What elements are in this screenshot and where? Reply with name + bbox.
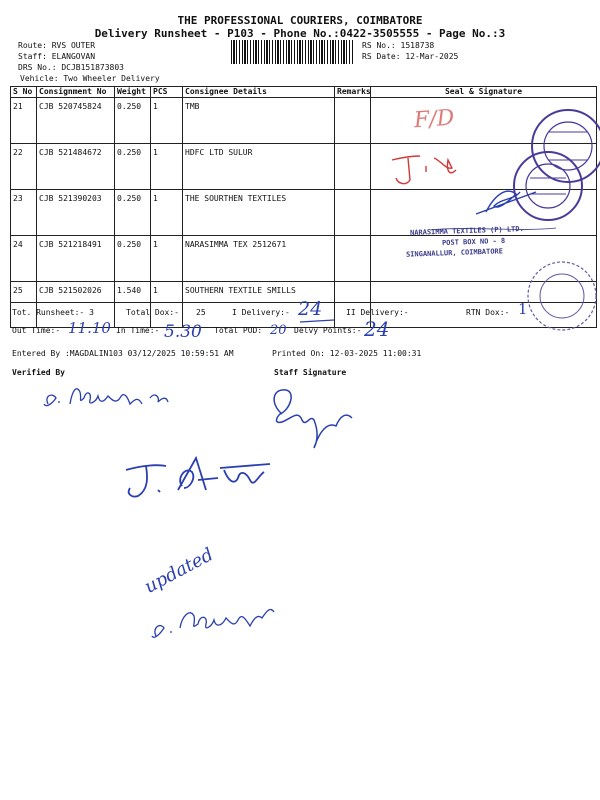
col-pcs: PCS [151,87,183,98]
cell-consignee: NARASIMMA TEX 2512671 [183,236,335,282]
col-sno: S No [11,87,37,98]
cell-pcs: 1 [151,236,183,282]
cell-pcs: 1 [151,190,183,236]
stamp-line-1: NARASIMMA TEXTILES (P) LTD. [409,225,524,237]
cell-consignee: HDFC LTD SULUR [183,144,335,190]
stamp-line-2: POST BOX NO - 8 [441,236,506,248]
total-dox-value: 25 [196,308,206,317]
rs-no: RS No.: 1518738 [362,41,435,50]
i-delivery-label: I Delivery:- [232,308,290,317]
rtn-dox-label: RTN Dox:- [466,308,510,317]
ii-delivery-label: II Delivery:- [346,308,409,317]
updated-handwritten: updated [141,544,217,598]
textile-seal-icon [514,152,582,220]
cell-consignment: CJB 521390203 [37,190,115,236]
tot-runsheet: Tot. Runsheet:- 3 [12,308,94,317]
cell-sno: 21 [11,98,37,144]
col-weight: Weight [115,87,151,98]
route: Route: RVS OUTER [18,41,96,50]
total-pod-label: Total POD: [214,326,263,335]
col-consignee: Consignee Details [183,87,335,98]
cell-weight: 0.250 [115,98,151,144]
i-delivery-underline [300,320,334,322]
cell-sno: 23 [11,190,37,236]
verified-by-signature [44,389,168,406]
return-seal-icon [528,262,596,330]
printed-on: Printed On: 12-03-2025 11:00:31 [272,349,422,358]
i-delivery-handwritten: 24 [298,298,323,320]
stamp-line-3: SINGANALLUR, COIMBATORE [405,247,504,259]
cell-consignment: CJB 521218491 [37,236,115,282]
hdfc-seal-icon [532,110,600,182]
entered-by: Entered By :MAGDALIN103 03/12/2025 10:59:51 AM [12,349,234,358]
cell-weight: 0.250 [115,236,151,282]
col-seal: Seal & Signature [371,87,597,98]
cell-sno: 22 [11,144,37,190]
in-time-label: In Time:- [116,326,160,335]
rs-date: RS Date: 12-Mar-2025 [362,52,459,61]
cell-pcs: 1 [151,282,183,328]
cell-consignment: CJB 521484672 [37,144,115,190]
cell-sno: 25 [11,282,37,328]
cell-pcs: 1 [151,98,183,144]
cell-consignee: TMB [183,98,335,144]
col-consignment: Consignment No [37,87,115,98]
staff: Staff: ELANGOVAN [18,52,96,61]
col-remarks: Remarks [335,87,371,98]
total-dox-label: Total Dox:- [126,308,179,317]
in-time-handwritten: 5.30 [164,322,202,342]
verified-by-label: Verified By [12,368,65,377]
out-time-label: Out Time:- [12,326,61,335]
seal-scribble-row24 [430,228,556,230]
runsheet-title: Delivery Runsheet - P103 - Phone No.:0422-3505555 - Page No.:3 [94,27,506,40]
delvy-points-handwritten: 24 [364,317,390,341]
cell-weight: 1.540 [115,282,151,328]
cell-weight: 0.250 [115,144,151,190]
staff-signature-label: Staff Signature [274,368,347,377]
total-pod-handwritten: 20 [270,323,287,338]
drs-no: DRS No.: DCJB151873803 [18,63,124,72]
updated-signature [152,610,274,638]
delvy-points-label: Delvy Points:- [294,326,362,335]
cell-consignee: SOUTHERN TEXTILE SMILLS [183,282,335,328]
vehicle: Vehicle: Two Wheeler Delivery [20,74,160,83]
blue-signature-row23 [476,191,536,214]
cell-consignment: CJB 521502026 [37,282,115,328]
cell-consignment: CJB 520745824 [37,98,115,144]
cell-sno: 24 [11,236,37,282]
red-signature-row22 [392,156,456,184]
cell-pcs: 1 [151,144,183,190]
rtn-dox-handwritten: 1 [518,300,528,318]
staff-signature [274,390,352,448]
fd-mark-handwritten: F/D [413,105,456,134]
supervisor-signature [126,458,270,497]
cell-consignee: THE SOURTHEN TEXTILES [183,190,335,236]
cell-weight: 0.250 [115,190,151,236]
out-time-handwritten: 11.10 [68,319,111,337]
company-title: THE PROFESSIONAL COURIERS, COIMBATORE [177,14,423,27]
